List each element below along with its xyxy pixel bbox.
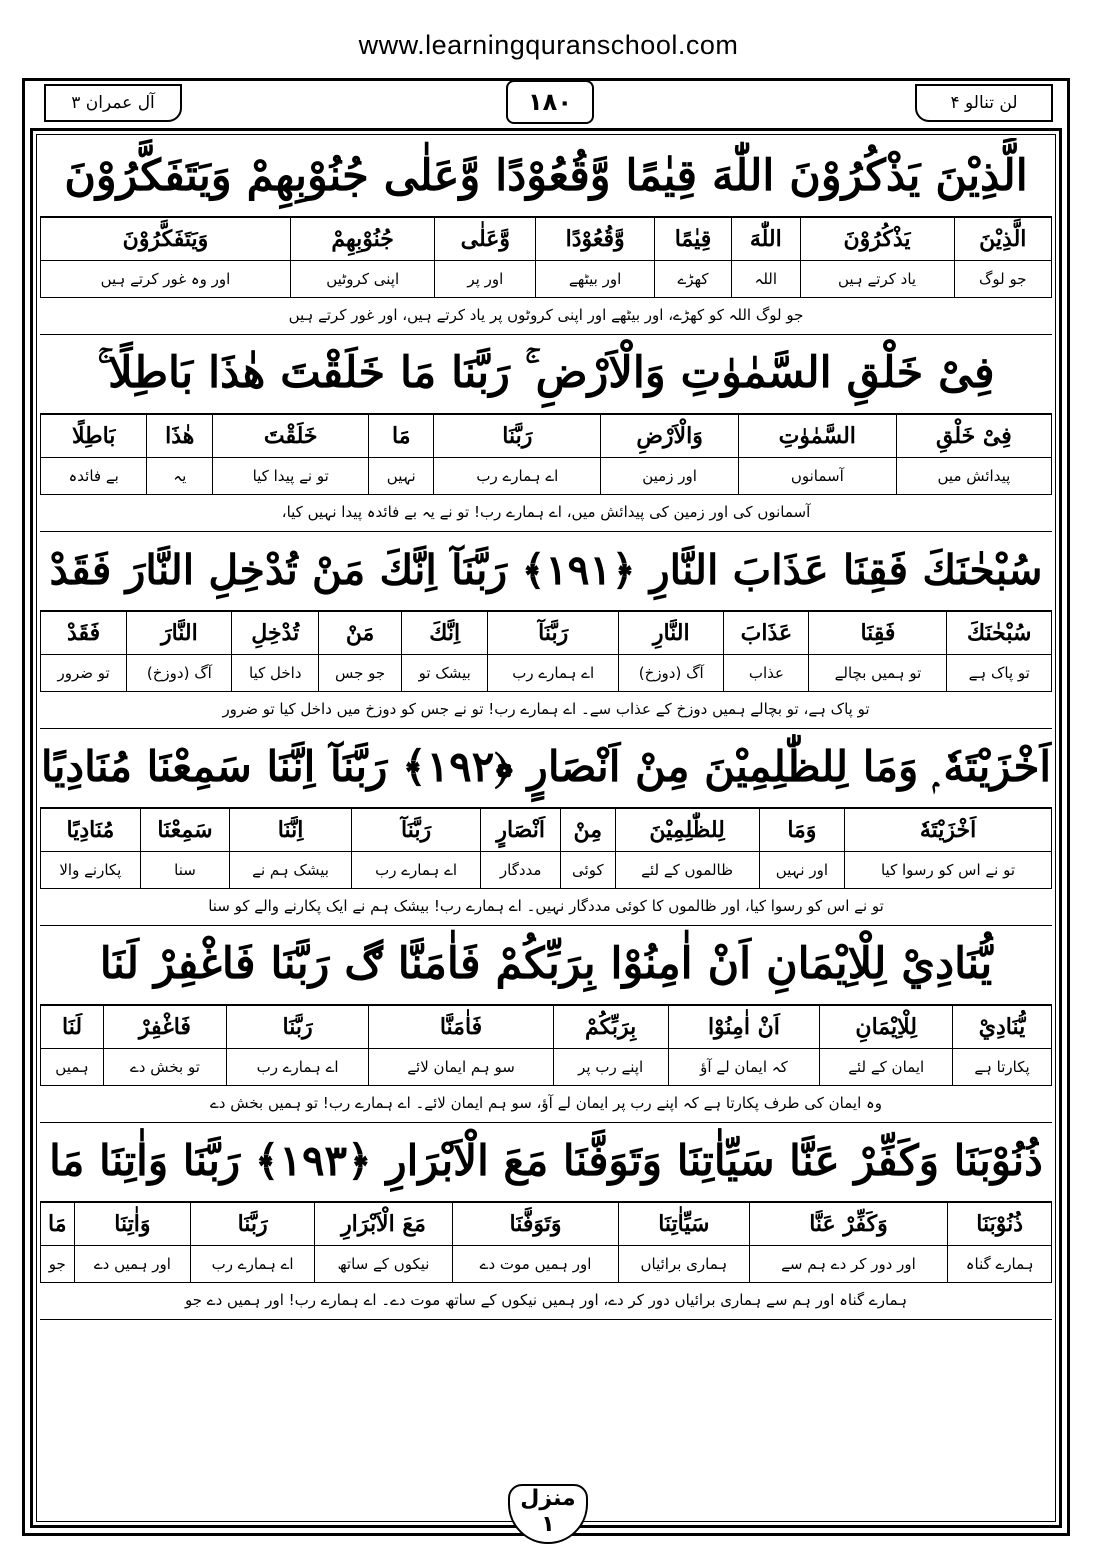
arabic-word-cell: مُنَادِيًا: [41, 809, 141, 852]
urdu-meaning-cell: ہماری برائیاں: [619, 1246, 749, 1283]
urdu-meanings-row: [41, 1049, 1052, 1086]
arabic-word-cell: رَبَّنَا: [434, 415, 601, 458]
arabic-word-cell: هٰذَا: [147, 415, 213, 458]
urdu-meaning-cell: اور زمین: [601, 458, 738, 495]
arabic-verse-line: فِىْ خَلْقِ السَّمٰوٰتِ وَالْاَرْضِ ۚ رَبَّنَا مَا خَلَقْتَ هٰذَا بَاطِلًا ۚ: [40, 335, 1052, 414]
urdu-meaning-cell: ظالموں کے لئے: [615, 852, 759, 889]
urdu-meaning-cell: آسمانوں: [738, 458, 896, 495]
quran-page-content: [40, 138, 1052, 1320]
urdu-meanings-row: [41, 261, 1052, 298]
urdu-meaning-cell: اپنی کروٹیں: [290, 261, 435, 298]
urdu-meaning-cell: آگ (دوزخ): [619, 655, 724, 692]
urdu-meaning-cell: یاد کرتے ہیں: [800, 261, 954, 298]
arabic-words-row: [41, 415, 1052, 458]
arabic-word-cell: فَقِنَا: [809, 612, 947, 655]
arabic-word-cell: وَّعَلٰى: [435, 218, 536, 261]
urdu-meaning-cell: بیشک تو: [402, 655, 488, 692]
word-by-word-table: [40, 414, 1052, 495]
arabic-word-cell: وَكَفِّرْ عَنَّا: [749, 1203, 948, 1246]
arabic-verse-line: سُبْحٰنَكَ فَقِنَا عَذَابَ النَّارِ ﴿۱۹۱﴾ رَبَّنَآ اِنَّكَ مَنْ تُدْخِلِ النَّارَ فَقَدْ: [40, 532, 1052, 611]
urdu-meaning-cell: اور پر: [435, 261, 536, 298]
urdu-meaning-cell: جو: [41, 1246, 75, 1283]
urdu-meaning-cell: مددگار: [481, 852, 561, 889]
arabic-word-cell: سَمِعْنَا: [140, 809, 229, 852]
arabic-word-cell: الَّذِيْنَ: [954, 218, 1051, 261]
arabic-word-cell: وَاٰتِنَا: [74, 1203, 191, 1246]
arabic-word-cell: بَاطِلًا: [41, 415, 147, 458]
urdu-meaning-cell: بیشک ہم نے: [230, 852, 352, 889]
arabic-words-row: [41, 1203, 1052, 1246]
urdu-meaning-cell: اور دور کر دے ہم سے: [749, 1246, 948, 1283]
manzil-badge: [508, 1484, 588, 1544]
arabic-words-row: [41, 1006, 1052, 1049]
urdu-meaning-cell: ایمان کے لئے: [820, 1049, 953, 1086]
urdu-meaning-cell: تو بخش دے: [104, 1049, 227, 1086]
arabic-word-cell: مَعَ الْاَبْرَارِ: [314, 1203, 452, 1246]
urdu-meaning-cell: اور نہیں: [759, 852, 844, 889]
urdu-meaning-cell: نیکوں کے ساتھ: [314, 1246, 452, 1283]
urdu-meaning-cell: آگ (دوزخ): [127, 655, 232, 692]
word-by-word-table: [40, 611, 1052, 692]
arabic-word-cell: وَالْاَرْضِ: [601, 415, 738, 458]
urdu-meaning-cell: ہمیں: [41, 1049, 104, 1086]
verse-section: [40, 532, 1052, 729]
urdu-translation-line: تو نے اس کو رسوا کیا، اور ظالموں کا کوئی مددگار نہیں۔ اے ہمارے رب! بیشک ہم نے ایک پکارنے والے کو سنا: [40, 889, 1052, 926]
urdu-meaning-cell: اے ہمارے رب: [488, 655, 619, 692]
arabic-word-cell: مِنْ: [561, 809, 615, 852]
arabic-words-row: [41, 218, 1052, 261]
arabic-word-cell: اِنَّكَ: [402, 612, 488, 655]
arabic-word-cell: اِنَّنَا: [230, 809, 352, 852]
urdu-meaning-cell: تو پاک ہے: [947, 655, 1052, 692]
arabic-word-cell: اللّٰهَ: [732, 218, 800, 261]
urdu-translation-line: آسمانوں کی اور زمین کی پیدائش میں، اے ہمارے رب! تو نے یہ بے فائدہ پیدا نہیں کیا،: [40, 495, 1052, 532]
word-by-word-table: [40, 1005, 1052, 1086]
urdu-meaning-cell: اے ہمارے رب: [191, 1246, 315, 1283]
urdu-meaning-cell: اللہ: [732, 261, 800, 298]
arabic-word-cell: وَّقُعُوْدًا: [536, 218, 655, 261]
page-number: ۱۸۰: [506, 80, 594, 124]
arabic-verse-line: اَخْزَيْتَهٗ ۭ وَمَا لِلظّٰلِمِيْنَ مِنْ اَنْصَارٍ ﴿۱۹۲﴾ رَبَّنَآ اِنَّنَا سَمِعْنَا مُنَادِيًا: [40, 729, 1052, 808]
arabic-word-cell: رَبَّنَا: [226, 1006, 368, 1049]
arabic-word-cell: جُنُوْبِهِمْ: [290, 218, 435, 261]
urdu-meaning-cell: جو لوگ: [954, 261, 1051, 298]
urdu-meanings-row: [41, 1246, 1052, 1283]
urdu-translation-line: ہمارے گناہ اور ہم سے ہماری برائیاں دور کر دے، اور ہمیں نیکوں کے ساتھ موت دے۔ اے ہمارے رب! اور ہمیں دے جو: [40, 1283, 1052, 1320]
urdu-meaning-cell: ہمارے گناہ: [948, 1246, 1052, 1283]
arabic-word-cell: بِرَبِّكُمْ: [553, 1006, 668, 1049]
urdu-translation-line: وہ ایمان کی طرف پکارتا ہے کہ اپنے رب پر ایمان لے آؤ، سو ہم ایمان لائے۔ اے ہمارے رب! تو ہمیں بخش دے: [40, 1086, 1052, 1123]
arabic-word-cell: وَمَا: [759, 809, 844, 852]
arabic-words-row: [41, 612, 1052, 655]
urdu-meaning-cell: تو ضرور: [41, 655, 127, 692]
arabic-word-cell: قِيٰمًا: [654, 218, 731, 261]
verse-section: [40, 1123, 1052, 1320]
urdu-meanings-row: [41, 852, 1052, 889]
urdu-meanings-row: [41, 655, 1052, 692]
urdu-meaning-cell: کہ ایمان لے آؤ: [668, 1049, 820, 1086]
arabic-word-cell: فِىْ خَلْقِ: [896, 415, 1051, 458]
urdu-meaning-cell: پکارتا ہے: [953, 1049, 1052, 1086]
urdu-meaning-cell: اور بیٹھے: [536, 261, 655, 298]
verse-section: [40, 138, 1052, 335]
urdu-meaning-cell: اے ہمارے رب: [351, 852, 480, 889]
urdu-meaning-cell: تو نے اس کو رسوا کیا: [845, 852, 1052, 889]
arabic-word-cell: النَّارِ: [619, 612, 724, 655]
arabic-word-cell: يَذْكُرُوْنَ: [800, 218, 954, 261]
arabic-word-cell: السَّمٰوٰتِ: [738, 415, 896, 458]
arabic-word-cell: فَاغْفِرْ: [104, 1006, 227, 1049]
urdu-meaning-cell: اے ہمارے رب: [434, 458, 601, 495]
arabic-word-cell: اَخْزَيْتَهٗ: [845, 809, 1052, 852]
urdu-meaning-cell: اپنے رب پر: [553, 1049, 668, 1086]
para-name-label: لن تنالو ۴: [915, 84, 1053, 122]
arabic-word-cell: ذُنُوْبَنَا: [948, 1203, 1052, 1246]
arabic-word-cell: النَّارَ: [127, 612, 232, 655]
website-url[interactable]: www.learningquranschool.com: [358, 30, 739, 60]
manzil-number: ۱: [541, 1512, 555, 1537]
word-by-word-table: [40, 1202, 1052, 1283]
arabic-word-cell: اَنْصَارٍ: [481, 809, 561, 852]
verse-section: [40, 335, 1052, 532]
manzil-label: منزل: [520, 1486, 576, 1511]
arabic-word-cell: لَنَا: [41, 1006, 104, 1049]
urdu-meaning-cell: اے ہمارے رب: [226, 1049, 368, 1086]
urdu-meaning-cell: پکارنے والا: [41, 852, 141, 889]
arabic-word-cell: فَقَدْ: [41, 612, 127, 655]
arabic-words-row: [41, 809, 1052, 852]
arabic-word-cell: رَبَّنَآ: [488, 612, 619, 655]
arabic-word-cell: لِلْاِيْمَانِ: [820, 1006, 953, 1049]
arabic-word-cell: فَاٰمَنَّا: [369, 1006, 553, 1049]
urdu-meanings-row: [41, 458, 1052, 495]
arabic-word-cell: سَيِّاٰتِنَا: [619, 1203, 749, 1246]
urdu-translation-line: تو پاک ہے، تو بچالے ہمیں دوزخ کے عذاب سے۔ اے ہمارے رب! تو نے جس کو دوزخ میں داخل کیا تو ضرور: [40, 692, 1052, 729]
word-by-word-table: [40, 217, 1052, 298]
arabic-word-cell: تُدْخِلِ: [232, 612, 319, 655]
urdu-meaning-cell: پیدائش میں: [896, 458, 1051, 495]
arabic-word-cell: خَلَقْتَ: [213, 415, 369, 458]
urdu-meaning-cell: تو نے پیدا کیا: [213, 458, 369, 495]
arabic-verse-line: يُّنَادِيْ لِلْاِيْمَانِ اَنْ اٰمِنُوْا بِرَبِّكُمْ فَاٰمَنَّا ڰ رَبَّنَا فَاغْفِرْ لَنَا: [40, 926, 1052, 1005]
urdu-meaning-cell: سنا: [140, 852, 229, 889]
word-by-word-table: [40, 808, 1052, 889]
urdu-meaning-cell: اور وہ غور کرتے ہیں: [41, 261, 291, 298]
urdu-meaning-cell: اور ہمیں موت دے: [452, 1246, 618, 1283]
verse-section: [40, 926, 1052, 1123]
arabic-word-cell: رَبَّنَآ: [351, 809, 480, 852]
urdu-meaning-cell: اور ہمیں دے: [74, 1246, 191, 1283]
urdu-meaning-cell: کھڑے: [654, 261, 731, 298]
arabic-verse-line: ذُنُوْبَنَا وَكَفِّرْ عَنَّا سَيِّاٰتِنَا وَتَوَفَّنَا مَعَ الْاَبْرَارِ ﴿۱۹۳﴾ رَبَّنَا وَاٰتِنَا مَا: [40, 1123, 1052, 1202]
surah-name-label: آل عمران ۳: [44, 84, 182, 122]
urdu-meaning-cell: سو ہم ایمان لائے: [369, 1049, 553, 1086]
arabic-word-cell: رَبَّنَا: [191, 1203, 315, 1246]
urdu-meaning-cell: نہیں: [369, 458, 434, 495]
urdu-translation-line: جو لوگ اللہ کو کھڑے، اور بیٹھے اور اپنی کروٹوں پر یاد کرتے ہیں، اور غور کرتے ہیں: [40, 298, 1052, 335]
arabic-word-cell: لِلظّٰلِمِيْنَ: [615, 809, 759, 852]
arabic-verse-line: الَّذِيْنَ يَذْكُرُوْنَ اللّٰهَ قِيٰمًا وَّقُعُوْدًا وَّعَلٰى جُنُوْبِهِمْ وَيَتَفَكَّرُوْنَ: [40, 138, 1052, 217]
verse-section: [40, 729, 1052, 926]
urdu-meaning-cell: کوئی: [561, 852, 615, 889]
urdu-meaning-cell: جو جس: [319, 655, 402, 692]
arabic-word-cell: وَتَوَفَّنَا: [452, 1203, 618, 1246]
arabic-word-cell: عَذَابَ: [724, 612, 809, 655]
arabic-word-cell: مَا: [41, 1203, 75, 1246]
urdu-meaning-cell: داخل کیا: [232, 655, 319, 692]
urdu-meaning-cell: بے فائدہ: [41, 458, 147, 495]
urdu-meaning-cell: عذاب: [724, 655, 809, 692]
arabic-word-cell: يُّنَادِيْ: [953, 1006, 1052, 1049]
arabic-word-cell: اَنْ اٰمِنُوْا: [668, 1006, 820, 1049]
arabic-word-cell: مَنْ: [319, 612, 402, 655]
arabic-word-cell: وَيَتَفَكَّرُوْنَ: [41, 218, 291, 261]
urdu-meaning-cell: یہ: [147, 458, 213, 495]
arabic-word-cell: مَا: [369, 415, 434, 458]
urdu-meaning-cell: تو ہمیں بچالے: [809, 655, 947, 692]
arabic-word-cell: سُبْحٰنَكَ: [947, 612, 1052, 655]
